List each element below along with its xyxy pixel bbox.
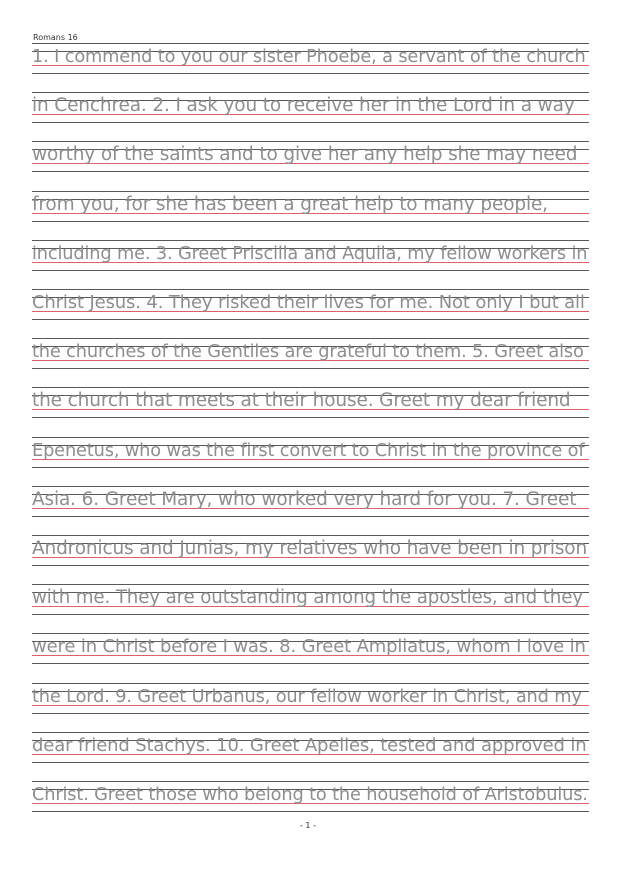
descender-rule xyxy=(32,122,589,123)
tracing-text-line: Christ Jesus. 4. They risked their lives for me. Not only I but all xyxy=(32,292,585,313)
ascender-rule xyxy=(32,486,589,487)
descender-rule xyxy=(32,221,589,222)
practice-row xyxy=(32,387,589,424)
practice-row xyxy=(32,732,589,769)
descender-rule xyxy=(32,171,589,172)
tracing-text-line: the Lord. 9. Greet Urbanus, our fellow worker in Christ, and my xyxy=(32,686,582,707)
page-number: - 1 - xyxy=(300,821,316,830)
ascender-rule xyxy=(32,732,589,733)
descender-rule xyxy=(32,713,589,714)
descender-rule xyxy=(32,565,589,566)
practice-row xyxy=(32,535,589,572)
ascender-rule xyxy=(32,191,589,192)
ascender-rule xyxy=(32,338,589,339)
tracing-text-line: the church that meets at their house. Greet my dear friend xyxy=(32,390,571,412)
descender-rule xyxy=(32,614,589,615)
tracing-text-line: including me. 3. Greet Priscilla and Aquila, my fellow workers in xyxy=(32,243,588,264)
practice-row xyxy=(32,43,589,80)
tracing-text-line: 1. I commend to you our sister Phoebe, a servant of the church xyxy=(32,47,586,67)
descender-rule xyxy=(32,368,589,369)
descender-rule xyxy=(32,663,589,664)
practice-row xyxy=(32,191,589,228)
ascender-rule xyxy=(32,781,589,782)
tracing-text-line: worthy of the saints and to give her any help she may need xyxy=(32,144,578,166)
tracing-text-line: Christ. Greet those who belong to the household of Aristobulus. xyxy=(32,785,588,805)
tracing-text-line: Asia. 6. Greet Mary, who worked very hard for you. 7. Greet xyxy=(32,488,577,510)
practice-row xyxy=(32,437,589,474)
practice-row xyxy=(32,584,589,621)
practice-row xyxy=(32,240,589,277)
tracing-text-line: were in Christ before I was. 8. Greet Ampliatus, whom I love in xyxy=(32,636,586,658)
ascender-rule xyxy=(32,387,589,388)
tracing-text-line: with me. They are outstanding among the apostles, and they xyxy=(32,587,583,609)
descender-rule xyxy=(32,270,589,271)
ascender-rule xyxy=(32,240,589,241)
descender-rule xyxy=(32,516,589,517)
descender-rule xyxy=(32,319,589,320)
ascender-rule xyxy=(32,535,589,536)
descender-rule xyxy=(32,762,589,763)
descender-rule xyxy=(32,811,589,812)
practice-row xyxy=(32,683,589,720)
practice-row xyxy=(32,338,589,375)
ascender-rule xyxy=(32,683,589,684)
ascender-rule xyxy=(32,437,589,438)
descender-rule xyxy=(32,467,589,468)
ascender-rule xyxy=(32,43,589,44)
ascender-rule xyxy=(32,633,589,634)
practice-row xyxy=(32,141,589,178)
tracing-text-line: from you, for she has been a great help to many people, xyxy=(32,193,548,215)
ascender-rule xyxy=(32,92,589,93)
ascender-rule xyxy=(32,584,589,585)
descender-rule xyxy=(32,73,589,74)
page-header: Romans 16 xyxy=(33,33,78,42)
handwriting-practice-sheet xyxy=(32,0,589,883)
descender-rule xyxy=(32,417,589,418)
practice-row xyxy=(32,289,589,326)
practice-row xyxy=(32,781,589,818)
tracing-text-line: the churches of the Gentiles are grateful to them. 5. Greet also xyxy=(32,342,584,363)
practice-row xyxy=(32,633,589,670)
practice-row xyxy=(32,486,589,523)
tracing-text-line: Epenetus, who was the first convert to Christ in the province of xyxy=(32,440,585,461)
ascender-rule xyxy=(32,141,589,142)
ascender-rule xyxy=(32,289,589,290)
tracing-text-line: Andronicus and Junias, my relatives who have been in prison xyxy=(32,538,588,559)
tracing-text-line: dear friend Stachys. 10. Greet Apelles, tested and approved in xyxy=(32,734,587,756)
practice-row xyxy=(32,92,589,129)
tracing-text-line: in Cenchrea. 2. I ask you to receive her in the Lord in a way xyxy=(32,95,575,117)
